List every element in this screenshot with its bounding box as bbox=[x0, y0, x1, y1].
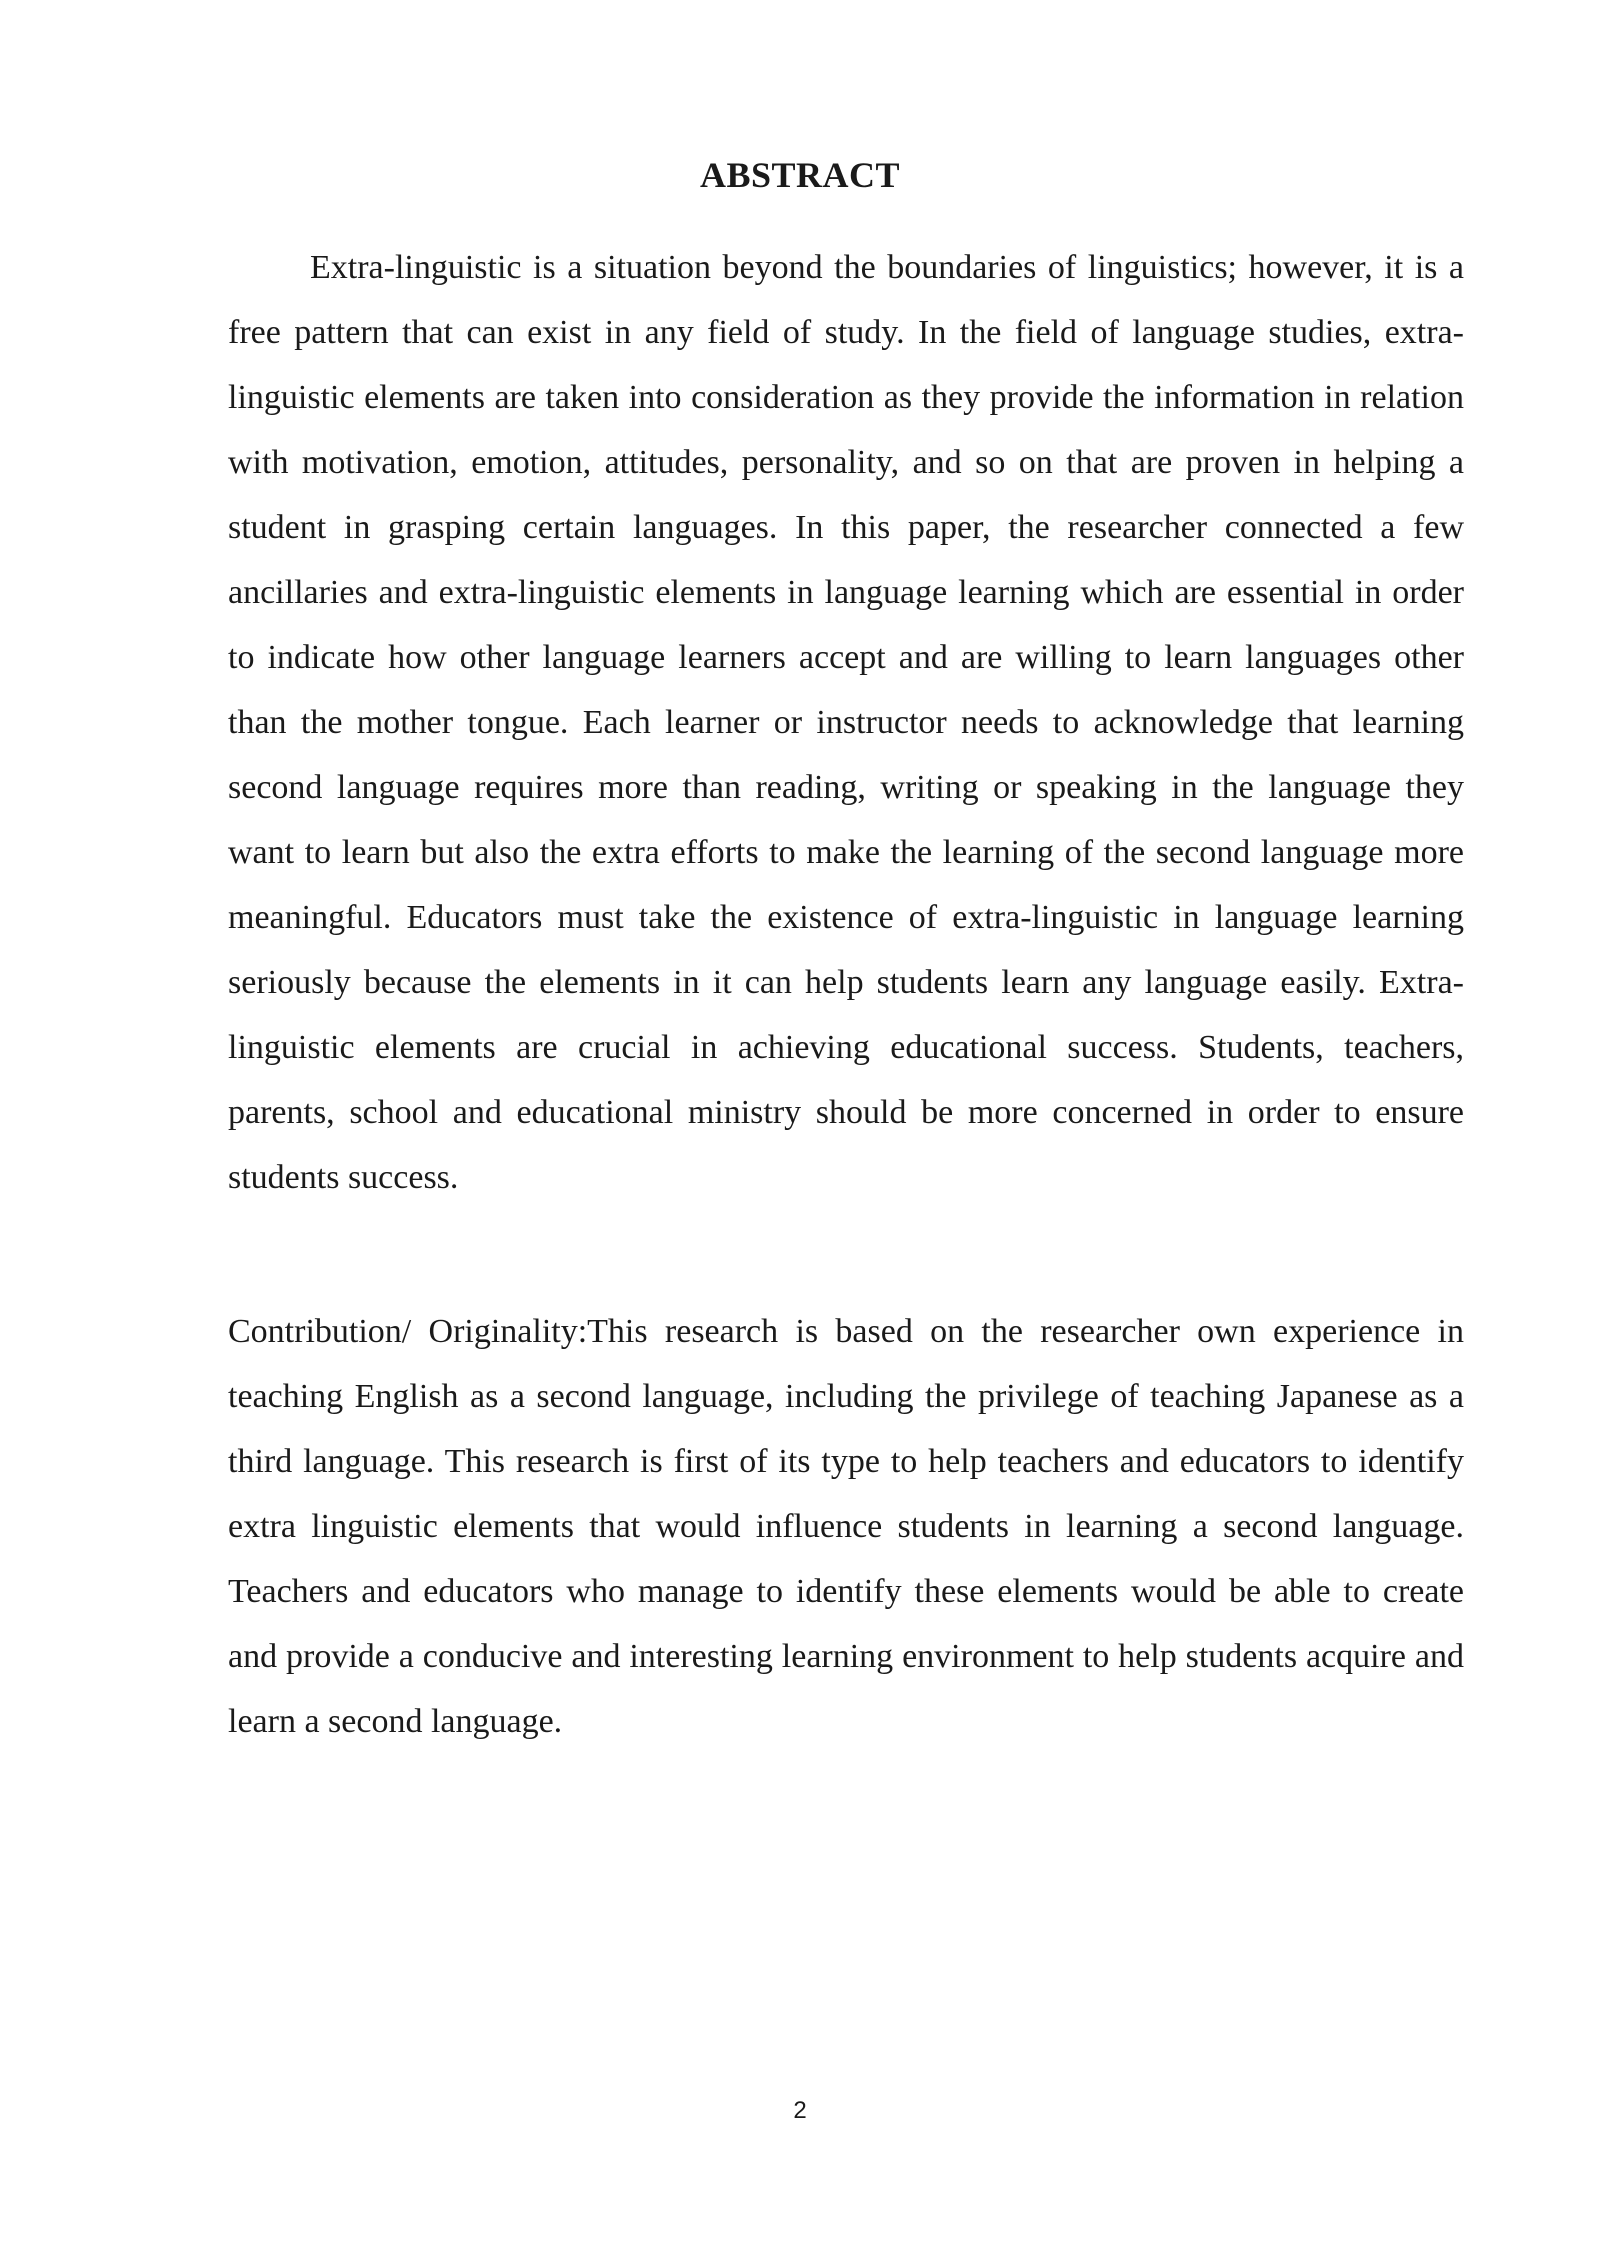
abstract-paragraph: Extra-linguistic is a situation beyond the boundaries of linguistics; however, it is a free pattern that can exist in any field of study. In the field of language studies, extra-linguistic elements are taken into consideration as they provide the information in relation with motivation, emotion, attitudes, personality, and so on that are proven in helping a student in grasping certain languages. In this paper, the researcher connected a few ancillaries and extra-linguistic elements in language learning which are essential in order to indicate how other language learners accept and are willing to learn languages other than the mother tongue. Each learner or instructor needs to acknowledge that learning second language requires more than reading, writing or speaking in the language they want to learn but also the extra efforts to make the learning of the second language more meaningful. Educators must take the existence of extra-linguistic in language learning seriously because the elements in it can help students learn any language easily. Extra-linguistic elements are crucial in achieving educational success. Students, teachers, parents, school and educational ministry should be more concerned in order to ensure students success. bbox=[228, 249, 1464, 1196]
contribution-paragraph: Contribution/ Originality:This research is based on the researcher own experience in teaching English as a second language, including the privilege of teaching Japanese as a third language. This research is first of its type to help teachers and educators to identify extra linguistic elements that would influence students in learning a second language. Teachers and educators who manage to identify these elements would be able to create and provide a conducive and interesting learning environment to help students acquire and learn a second language. bbox=[228, 1313, 1464, 1740]
abstract-heading: ABSTRACT bbox=[699, 155, 901, 195]
page-number: 2 bbox=[793, 2097, 807, 2124]
